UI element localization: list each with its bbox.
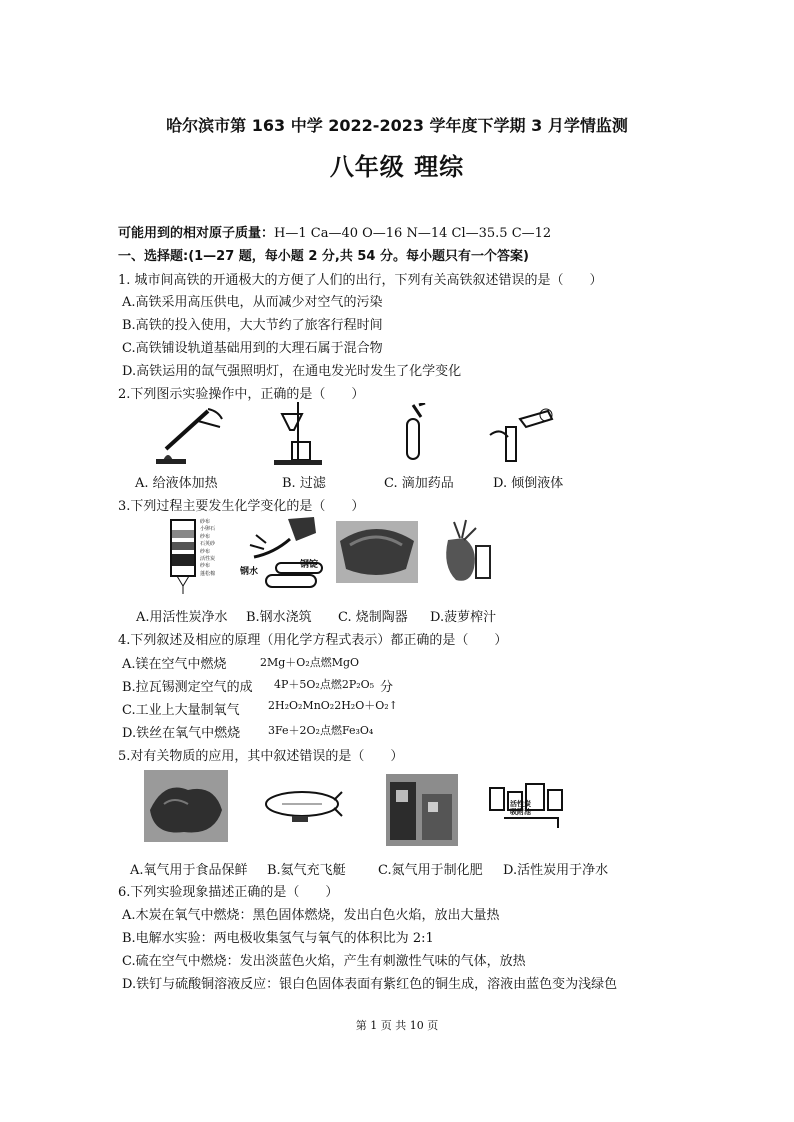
q1-stem: 1. 城市间高铁的开通极大的方便了人们的出行，下列有关高铁叙述错误的是（ ） xyxy=(118,273,603,288)
q4-option-a: A.镁在空气中燃烧 xyxy=(122,657,227,672)
q3-caption-c: C. 烧制陶器 xyxy=(338,610,408,625)
q3-caption-b: B.钢水浇筑 xyxy=(246,610,312,625)
q4-equation-d: 3Fe＋2O₂点燃Fe₃O₄ xyxy=(268,724,374,737)
fertilizer-plant-figure xyxy=(386,774,458,846)
q4-stem: 4.下列叙述及相应的原理（用化学方程式表示）都正确的是（ ） xyxy=(118,633,508,648)
q5-caption-d: D.活性炭用于净水 xyxy=(503,863,609,878)
q4-option-b-tail: 分 xyxy=(380,680,394,695)
filtration-figure xyxy=(268,400,328,466)
q4-option-d: D.铁丝在氧气中燃烧 xyxy=(122,726,241,741)
ingot-label: 钢锭 xyxy=(300,560,319,570)
q2-caption-b: B. 过滤 xyxy=(282,476,326,491)
q4-option-c: C.工业上大量制氧气 xyxy=(122,703,240,718)
filter-label: 活性炭 xyxy=(200,556,216,563)
filter-label: 石英砂 xyxy=(200,541,216,548)
q6-option-b: B.电解水实验：两电极收集氢气与氧气的体积比为 2:1 xyxy=(122,931,434,946)
dropping-reagent-figure xyxy=(395,403,435,465)
q6-stem: 6.下列实验现象描述正确的是（ ） xyxy=(118,885,339,900)
q5-caption-b: B.氦气充飞艇 xyxy=(267,863,346,878)
steel-label: 钢水 xyxy=(240,567,259,577)
filter-labels xyxy=(200,519,215,578)
q1-option-a: A.高铁采用高压供电，从而减少对空气的污染 xyxy=(122,295,383,310)
pottery-kiln-figure xyxy=(336,521,418,583)
page-number: 第 1 页 共 10 页 xyxy=(355,1019,439,1032)
q5-caption-a: A.氧气用于食品保鲜 xyxy=(130,863,248,878)
filter-label: 蓬松棉 xyxy=(200,570,216,577)
q6-option-d: D.铁钉与硫酸铜溶液反应：银白色固体表面有紫红色的铜生成，溶液由蓝色变为浅绿色 xyxy=(122,977,618,992)
filter-label: 纱布 xyxy=(200,533,211,540)
q2-caption-a: A. 给液体加热 xyxy=(135,476,218,491)
heating-liquid-figure xyxy=(148,403,228,465)
q2-stem: 2.下列图示实验操作中，正确的是（ ） xyxy=(118,387,365,402)
pouring-liquid-figure xyxy=(482,405,562,465)
q3-caption-a: A.用活性炭净水 xyxy=(136,610,228,625)
q1-option-b: B.高铁的投入使用，大大节约了旅客行程时间 xyxy=(122,318,383,333)
filter-label: 纱布 xyxy=(200,563,211,570)
q1-option-c: C.高铁铺设轨道基础用到的大理石属于混合物 xyxy=(122,341,383,356)
q5-stem: 5.对有关物质的应用，其中叙述错误的是（ ） xyxy=(118,749,404,764)
adsorption-tank-label: 活性炭 吸附池 xyxy=(510,799,531,816)
q4-equation-a: 2Mg＋O₂点燃MgO xyxy=(260,656,360,669)
section-heading: 一、选择题:(1—27 题，每小题 2 分,共 54 分。每小题只有一个答案) xyxy=(118,249,529,264)
q2-caption-c: C. 滴加药品 xyxy=(384,476,454,491)
q6-option-a: A.木炭在氧气中燃烧：黑色固体燃烧，发出白色火焰，放出大量热 xyxy=(122,908,500,923)
exam-subtitle: 八年级 理综 xyxy=(329,153,465,181)
exam-title: 哈尔滨市第 163 中学 2022-2023 学年度下学期 3 月学情监测 xyxy=(166,116,628,135)
filter-label: 砂布 xyxy=(200,519,211,525)
q4-equation-b: 4P＋5O₂点燃2P₂O₅ xyxy=(274,678,375,691)
q4-equation-c: 2H₂O₂MnO₂2H₂O＋O₂↑ xyxy=(268,699,398,712)
steel-pouring-figure xyxy=(236,515,328,597)
filter-label: 小卵石 xyxy=(200,526,216,533)
pineapple-juice-figure xyxy=(436,518,496,586)
q2-caption-d: D. 倾倒液体 xyxy=(493,476,564,491)
q1-option-d: D.高铁运用的氙气强照明灯，在通电发光时发生了化学变化 xyxy=(122,364,462,379)
atomic-masses-values: H—1 Ca—40 O—16 N—14 Cl—35.5 C—12 xyxy=(274,226,552,241)
food-preservation-figure xyxy=(144,770,228,842)
q5-caption-c: C.氮气用于制化肥 xyxy=(378,863,483,878)
filter-label: 纱布 xyxy=(200,548,211,555)
airship-figure xyxy=(262,786,346,828)
atomic-masses xyxy=(118,222,551,241)
atomic-masses-label: 可能用到的相对原子质量： xyxy=(118,226,275,241)
q4-option-b: B.拉瓦锡测定空气的成 xyxy=(122,680,253,695)
q6-option-c: C.硫在空气中燃烧：发出淡蓝色火焰，产生有刺激性气味的气体，放热 xyxy=(122,954,526,969)
q3-caption-d: D.菠萝榨汁 xyxy=(430,610,497,625)
q3-stem: 3.下列过程主要发生化学变化的是（ ） xyxy=(118,499,365,514)
